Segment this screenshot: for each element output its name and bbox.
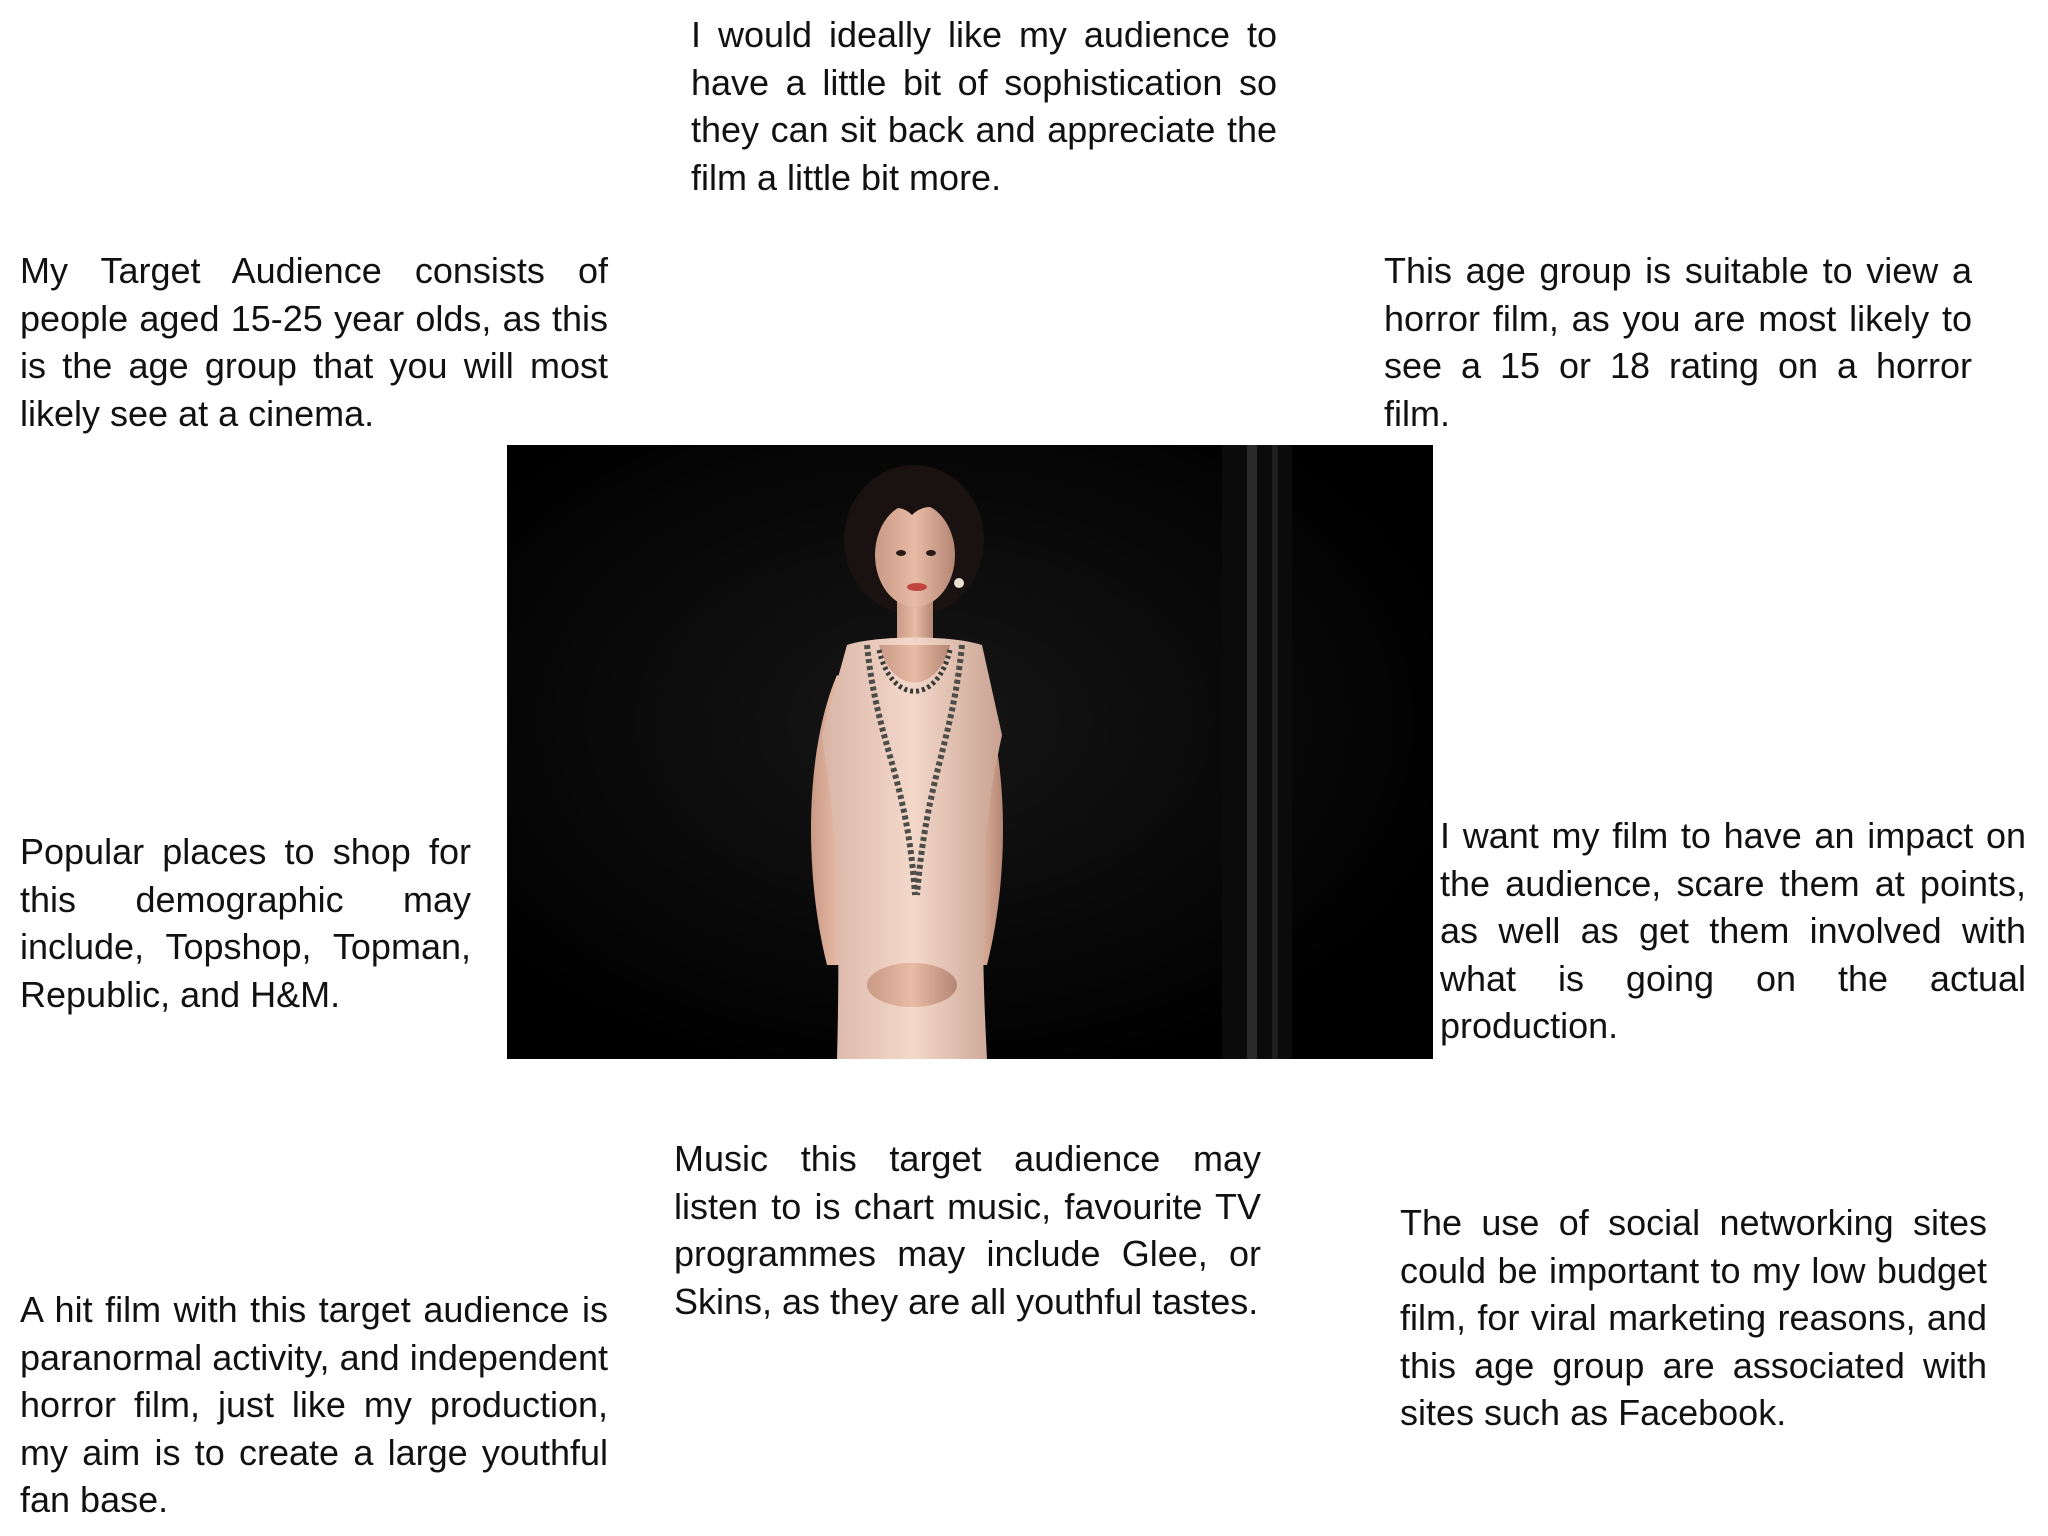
woman-portrait-photo	[507, 445, 1433, 1059]
middle-right-paragraph: I want my film to have an impact on the audience, scare them at points, as well as get them involved with what is going on the actual production.	[1440, 815, 2026, 1046]
bottom-center-paragraph: Music this target audience may listen to is chart music, favourite TV programmes may include Glee, or Skins, as they are all youthful tastes.	[674, 1138, 1261, 1322]
bottom-right-paragraph: The use of social networking sites could be important to my low budget film, for viral marketing reasons, and this age group are associated with sites such as Facebook.	[1400, 1202, 1987, 1433]
top-right-paragraph: This age group is suitable to view a horror film, as you are most likely to see a 15 or 18 rating on a horror film.	[1384, 250, 1972, 434]
middle-left-paragraph: Popular places to shop for this demographic may include, Topshop, Topman, Republic, and H&M.	[20, 831, 471, 1015]
top-left-paragraph: My Target Audience consists of people aged 15-25 year olds, as this is the age group that you will most likely see at a cinema.	[20, 250, 608, 434]
top-center-paragraph: I would ideally like my audience to have a little bit of sophistication so they can sit back and appreciate the film a little bit more.	[691, 14, 1277, 198]
woman-portrait-illustration	[507, 445, 1433, 1059]
bottom-left-paragraph: A hit film with this target audience is paranormal activity, and independent horror film, just like my production, my aim is to create a large youthful fan base.	[20, 1289, 608, 1520]
